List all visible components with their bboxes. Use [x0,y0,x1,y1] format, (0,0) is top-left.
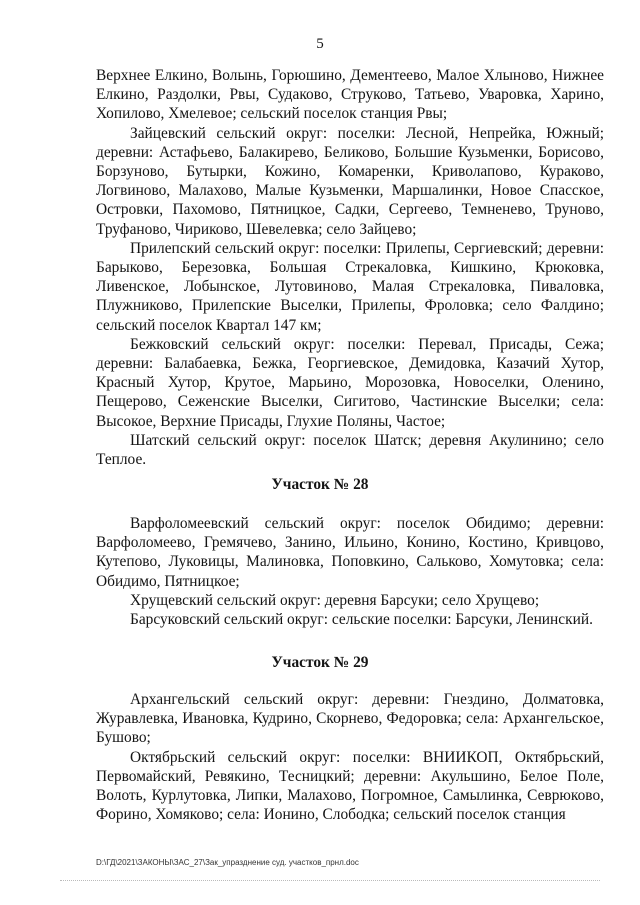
paragraph: Зайцевский сельский округ: поселки: Лесной, Непрейка, Южный; деревни: Астафьево, Балакирево, Беликово, Большие Кузьменки, Борисово, Борзуново, Бутырки, Кожино, Комаренки, Криволапово, Кураково, Логвиново, Малахово, Малые Кузьменки, Маршалинки, Новое Спасское, Островки, Пахомово, Пятницкое, Садки, Сергеево, Темненево, Труново, Труфаново, Чириково, Шевелевка; село Зайцево; [96,124,604,238]
page-number: 5 [316,36,324,52]
text-block-2 [96,514,604,629]
paragraph: Прилепский сельский округ: поселки: Прилепы, Сергиевский; деревни: Барыково, Березовка, Большая Стрекаловка, Кишкино, Крюковка, Ливенское, Лобынское, Лутовиново, Малая Стрекаловка, Пиваловка, Плужниково, Прилепские Выселки, Прилепы, Фроловка; село Фалдино; сельский поселок Квартал 147 км; [96,239,604,334]
paragraph: Верхнее Елкино, Волынь, Горюшино, Дементеево, Малое Хлыново, Нижнее Елкино, Раздолки, Рвы, Судаково, Струково, Татьево, Уваровка, Харино, Хопилово, Хмелевое; сельский поселок станция Рвы; [96,67,604,123]
file-path-footer: D:\ГД\2021\ЗАКОНЫ\ЗАС_27\Зак_упразднение суд. участков_прнл.doc [96,858,359,867]
paragraph: Варфоломеевский сельский округ: поселок Обидимо; деревни: Варфоломеево, Гремячево, Занино, Ильино, Конино, Костино, Кривцово, Кутепово, Луковицы, Малиновка, Поповкино, Сальково, Хомутовка; села: Обидимо, Пятницкое; [96,515,604,590]
text-block-3 [96,690,604,824]
text-block-1 [96,66,604,469]
section-heading-29: Участок № 29 [271,654,369,671]
paragraph: Хрущевский сельский округ: деревня Барсуки; село Хрущево; [130,591,540,609]
scan-artifact-line [60,880,600,881]
paragraph: Октябрьский сельский округ: поселки: ВНИИКОП, Октябрьский, Первомайский, Ревякино, Тесницкий; деревни: Акульшино, Белое Поле, Волоть, Курлутовка, Липки, Малахово, Погромное, Самылинка, Севрюково, Форино, Хомяково; села: Ионино, Слободка; сельский поселок станция [96,748,604,824]
paragraph: Архангельский сельский округ: деревни: Гнездино, Долматовка, Журавлевка, Ивановка, Кудрино, Скорнево, Федоровка; села: Архангельское, Бушово; [96,691,604,747]
paragraph: Барсуковский сельский округ: сельские поселки: Барсуки, Ленинский. [130,611,593,629]
paragraph: Шатский сельский округ: поселок Шатск; деревня Акулинино; село Теплое. [96,431,604,469]
section-heading-28: Участок № 28 [271,476,369,493]
paragraph: Бежковский сельский округ: поселки: Перевал, Присады, Сежа; деревни: Балабаевка, Бежка, Георгиевское, Демидовка, Казачий Хутор, Красный Хутор, Крутое, Марьино, Морозовка, Новоселки, Оленино, Пещерово, Сеженские Выселки, Сигитово, Частинские Выселки; села: Высокое, Верхние Присады, Глухие Поляны, Частое; [96,335,604,430]
